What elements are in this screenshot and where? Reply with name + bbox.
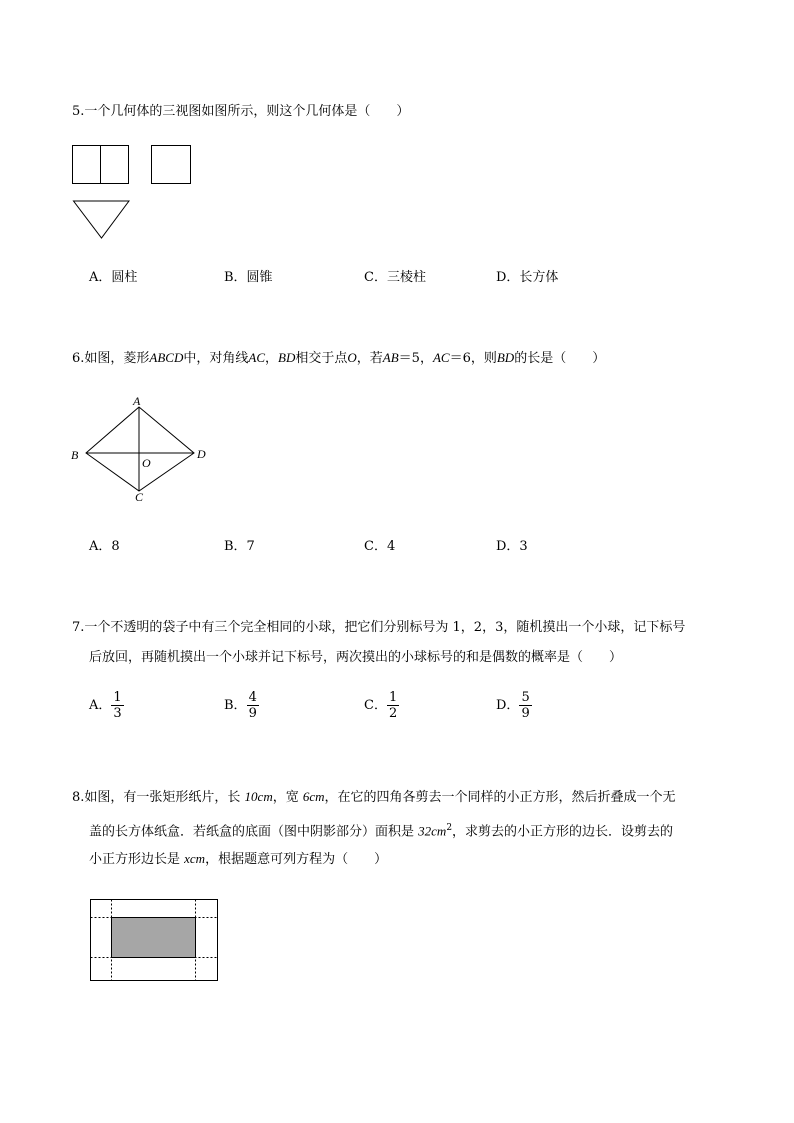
q5-stem: 5.一个几何体的三视图如图所示，则这个几何体是（ ） — [72, 104, 410, 119]
q6-option-d: D．3 — [496, 539, 528, 554]
q6-option-a: A．8 — [89, 539, 120, 554]
q7-option-a: A． $\frac{1}{3}$ — [89, 690, 122, 721]
q7-line1: 7.一个不透明的袋子中有三个完全相同的小球，把它们分别标号为 1，2，3，随机摸出一个小球，记下标号 — [72, 620, 686, 635]
q6-option-c: C．4 — [364, 539, 396, 554]
q6-option-b: B．7 — [224, 539, 255, 554]
q7-option-b: B． $\frac{4}{9}$ — [224, 690, 257, 721]
q6-rhombus-figure — [70, 393, 215, 505]
q5-option-c: C．三棱柱 — [364, 270, 426, 285]
q5-side-view — [151, 145, 193, 185]
q6-label-c: C — [135, 490, 144, 504]
q8-rectangle-figure — [90, 899, 220, 983]
q5-front-view — [72, 145, 130, 185]
q6-label-o: O — [142, 456, 151, 470]
q5-top-view — [73, 200, 131, 240]
q5-option-b: B．圆锥 — [224, 270, 273, 285]
q8-line2: 盖的长方体纸盒．若纸盒的底面（图中阴影部分）面积是 $32cm^2$，求剪去的小正方形的边长．设剪去的 — [89, 823, 674, 840]
q6-stem: 6.如图，菱形ABCD中，对角线AC，BD相交于点O，若AB＝5，AC＝6，则BD的长是（ ） — [72, 350, 606, 366]
q8-line3: 小正方形边长是 xcm，根据题意可列方程为（ ） — [89, 851, 388, 867]
q8-shaded-base — [112, 918, 196, 958]
q6-label-d: D — [197, 447, 206, 461]
q7-option-c: C． $\frac{1}{2}$ — [364, 690, 398, 721]
q8-line1: 8.如图，有一张矩形纸片，长 10cm，宽 6cm，在它的四角各剪去一个同样的小正方形，然后折叠成一个无 — [72, 789, 676, 805]
q7-line2: 后放回，再随机摸出一个小球并记下标号，两次摸出的小球标号的和是偶数的概率是（ ） — [89, 650, 623, 665]
q5-option-a: A．圆柱 — [89, 270, 138, 285]
q6-label-b: B — [71, 448, 79, 462]
q6-label-a: A — [133, 394, 141, 408]
q7-option-d: D． $\frac{5}{9}$ — [496, 690, 530, 721]
q5-option-d: D．长方体 — [496, 270, 559, 285]
